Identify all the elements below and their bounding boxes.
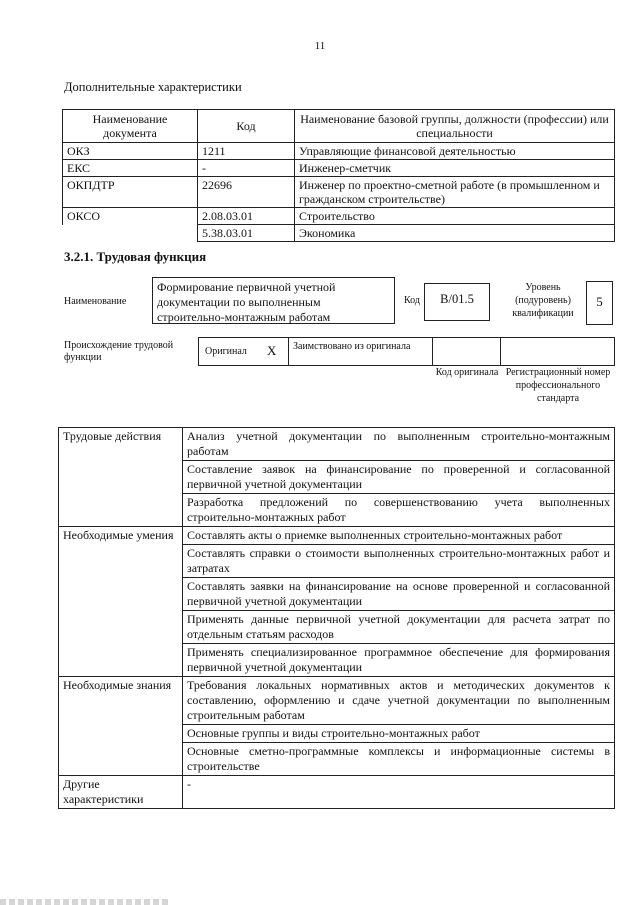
row-doc: ОКПДТР xyxy=(63,177,198,208)
table-row xyxy=(63,160,615,177)
row-name: Инженер по проектно-сметной работе (в промышленном и гражданском строительстве) xyxy=(295,177,615,208)
list-item: Применять специализированное программное обеспечение для формирования первичной учетной документации xyxy=(183,644,615,677)
reg-number-cell xyxy=(501,337,615,366)
table-header-row xyxy=(63,110,615,143)
table-row xyxy=(63,208,615,225)
row-name: Строительство xyxy=(295,208,615,225)
original-label: Оригинал xyxy=(205,346,247,357)
header-document: Наименование документа xyxy=(63,110,198,143)
list-item: Составлять заявки на финансирование на основе проверенной и согласованной первичной учетной документации xyxy=(183,578,615,611)
list-item: Разработка предложений по совершенствованию учета выполненных строительно-монтажных работ xyxy=(183,494,615,527)
row-code: 22696 xyxy=(198,177,295,208)
name-label: Наименование xyxy=(64,296,127,307)
additional-characteristics-table xyxy=(62,109,615,242)
list-item: Основные группы и виды строительно-монтажных работ xyxy=(183,725,615,743)
table-row xyxy=(59,428,615,461)
row-code: 1211 xyxy=(198,143,295,160)
origin-label: Происхождение трудовой функции xyxy=(64,340,174,363)
borrowed-cell xyxy=(288,337,433,366)
list-item: - xyxy=(183,776,615,809)
row-name: Управляющие финансовой деятельностью xyxy=(295,143,615,160)
table-row xyxy=(59,776,615,809)
additional-characteristics-title: Дополнительные характеристики xyxy=(64,80,242,94)
row-code: - xyxy=(198,160,295,177)
row-name: Инженер-сметчик xyxy=(295,160,615,177)
heading-labor-actions: Трудовые действия xyxy=(59,428,183,527)
row-name: Экономика xyxy=(295,225,615,242)
borrowed-label: Заимствовано из оригинала xyxy=(293,341,411,352)
list-item: Составлять справки о стоимости выполненных строительно-монтажных работ и затратах xyxy=(183,545,615,578)
header-code: Код xyxy=(198,110,295,143)
function-name-box: Формирование первичной учетной документации по выполненным строительно-монтажным работам xyxy=(152,277,395,324)
table-row xyxy=(59,527,615,545)
row-doc: ОКСО xyxy=(63,208,198,225)
page-number: 11 xyxy=(314,40,326,52)
scan-artifact xyxy=(0,899,170,905)
list-item: Составлять акты о приемке выполненных строительно-монтажных работ xyxy=(183,527,615,545)
list-item: Анализ учетной документации по выполненным строительно-монтажным работам xyxy=(183,428,615,461)
list-item: Основные сметно-программные комплексы и информационные системы в строительстве xyxy=(183,743,615,776)
table-row xyxy=(63,143,615,160)
code-label: Код xyxy=(404,295,420,306)
table-row xyxy=(59,677,615,725)
original-cell xyxy=(198,337,288,366)
code-original-cell xyxy=(433,337,501,366)
heading-knowledge: Необходимые знания xyxy=(59,677,183,776)
level-label: Уровень (подуровень) квалификации xyxy=(512,282,574,319)
table-row xyxy=(63,225,615,242)
table-row xyxy=(63,177,615,208)
list-item: Составление заявок на финансирование по проверенной и согласованной первичной учетной документации xyxy=(183,461,615,494)
row-doc: ЕКС xyxy=(63,160,198,177)
row-doc xyxy=(63,225,198,242)
reg-number-caption: Регистрационный номер профессионального стандарта xyxy=(505,367,611,404)
row-doc: ОКЗ xyxy=(63,143,198,160)
list-item: Требования локальных нормативных актов и методических документов к составлению, оформлению и сдаче учетной документации по выполненным строительным работам xyxy=(183,677,615,725)
header-group-name: Наименование базовой группы, должности (профессии) или специальности xyxy=(295,110,615,143)
row-code: 2.08.03.01 xyxy=(198,208,295,225)
heading-other: Другие характеристики xyxy=(59,776,183,809)
function-code-box: B/01.5 xyxy=(424,283,490,321)
function-details-table xyxy=(58,427,615,809)
code-original-caption: Код оригинала xyxy=(435,367,499,378)
original-mark: X xyxy=(267,343,277,358)
section-title: 3.2.1. Трудовая функция xyxy=(64,249,207,264)
heading-skills: Необходимые умения xyxy=(59,527,183,677)
row-code: 5.38.03.01 xyxy=(198,225,295,242)
level-box: 5 xyxy=(586,281,613,325)
list-item: Применять данные первичной учетной документации для расчета затрат по отдельным статьям расходов xyxy=(183,611,615,644)
